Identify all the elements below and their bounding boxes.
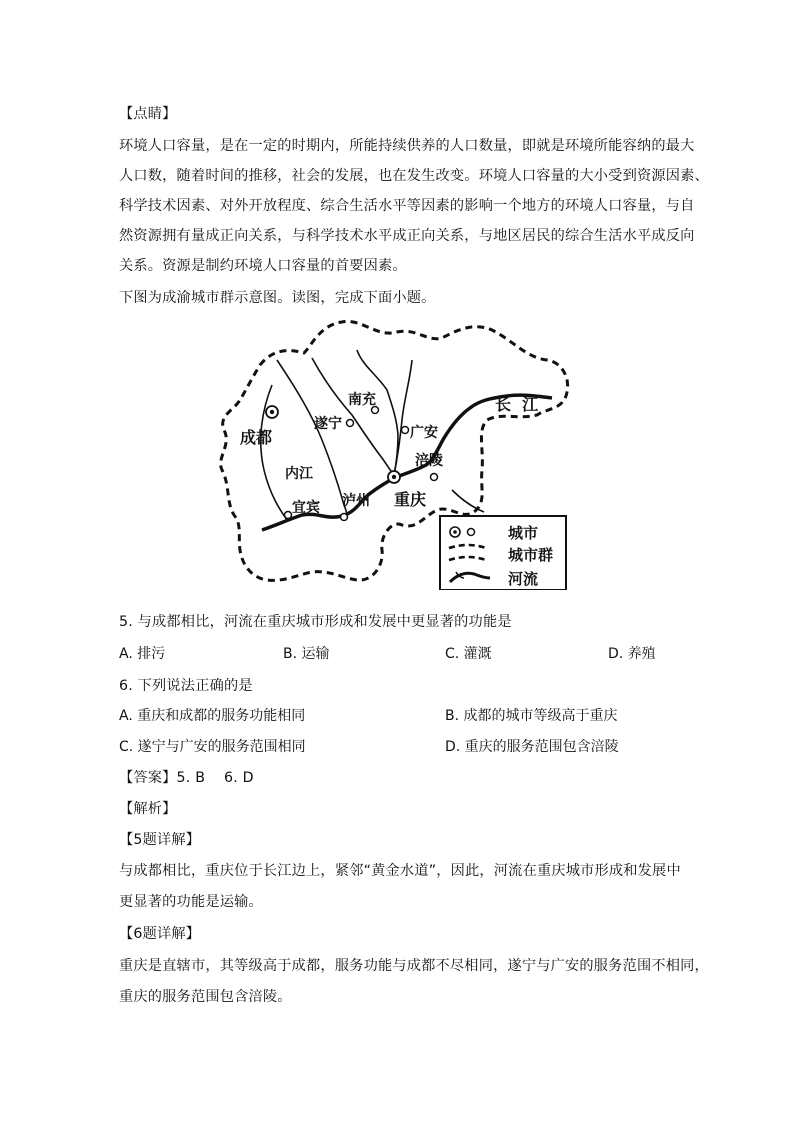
label-yangtze: 长 江: [495, 395, 539, 414]
map-legend: [440, 516, 566, 590]
label-neijiang: 内江: [285, 466, 313, 482]
label-suining: 遂宁: [314, 416, 342, 432]
city-luzhou-marker: [341, 514, 348, 521]
dianjing-line-2: 人口数，随着时间的推移，社会的发展，也在发生改变。环境人口容量的大小受到资源因素、: [119, 168, 709, 184]
city-guangan-marker: [402, 427, 409, 434]
city-suining-marker: [347, 420, 354, 427]
detail6-heading: 【6题详解】: [119, 926, 201, 942]
q6-option-b: B. 成都的城市等级高于重庆: [445, 708, 618, 724]
detail6-line-1: 重庆是直辖市，其等级高于成都，服务功能与成都不尽相同，遂宁与广安的服务范围不相同，: [119, 958, 709, 974]
q6-option-a: A. 重庆和成都的服务功能相同: [119, 708, 306, 724]
city-fuling-marker: [431, 474, 438, 481]
q6-option-c: C. 遂宁与广安的服务范围相同: [119, 739, 306, 755]
legend-minor-city-icon: [468, 529, 475, 536]
answer-line: 【答案】5. B 6. D: [119, 770, 254, 786]
river-fu: [394, 360, 412, 475]
q5-option-b: B. 运输: [283, 646, 330, 662]
q5-stem: 5. 与成都相比，河流在重庆城市形成和发展中更显著的功能是: [119, 614, 512, 630]
q5-option-a: A. 排污: [119, 646, 166, 662]
chengyu-city-group-map: [212, 320, 582, 590]
detail6-line-2: 重庆的服务范围包含涪陵。: [119, 989, 292, 1005]
legend-river-label: 河流: [508, 570, 539, 588]
q6-stem: 6. 下列说法正确的是: [119, 678, 253, 694]
q6-option-d: D. 重庆的服务范围包含涪陵: [445, 739, 619, 755]
analysis-heading: 【解析】: [119, 801, 177, 817]
detail5-line-1: 与成都相比，重庆位于长江边上，紧邻“黄金水道”，因此，河流在重庆城市形成和发展中: [119, 863, 681, 879]
legend-city-label: 城市: [508, 524, 539, 542]
label-nanchong: 南充: [348, 392, 376, 408]
q5-option-d: D. 养殖: [608, 646, 656, 662]
label-guangan: 广安: [410, 425, 438, 441]
city-chengdu-marker: [266, 406, 278, 418]
label-luzhou: 泸州: [342, 493, 370, 509]
dianjing-heading: 【点睛】: [119, 106, 177, 122]
detail5-line-2: 更显著的功能是运输。: [119, 894, 263, 910]
detail5-heading: 【5题详解】: [119, 832, 201, 848]
city-chongqing-marker: [388, 471, 400, 483]
label-chengdu: 成都: [240, 428, 273, 447]
river-tuo: [277, 360, 347, 518]
q5-option-c: C. 灌溉: [445, 646, 492, 662]
label-yibin: 宜宾: [292, 500, 320, 516]
city-yibin-marker: [285, 512, 292, 519]
map-intro: 下图为成渝城市群示意图。读图，完成下面小题。: [119, 290, 436, 306]
river-min: [261, 385, 287, 520]
label-fuling: 涪陵: [415, 453, 443, 469]
dianjing-line-5: 关系。资源是制约环境人口容量的首要因素。: [119, 258, 407, 274]
dianjing-line-4: 然资源拥有量成正向关系，与科学技术水平成正向关系，与地区居民的综合生活水平成反向: [119, 228, 695, 244]
dianjing-line-3: 科学技术因素、对外开放程度、综合生活水平等因素的影响一个地方的环境人口容量，与自: [119, 198, 695, 214]
label-chongqing: 重庆: [394, 490, 427, 509]
dianjing-line-1: 环境人口容量，是在一定的时期内，所能持续供养的人口数量，即就是环境所能容纳的最大: [119, 138, 695, 154]
legend-city-group-label: 城市群: [508, 546, 554, 564]
